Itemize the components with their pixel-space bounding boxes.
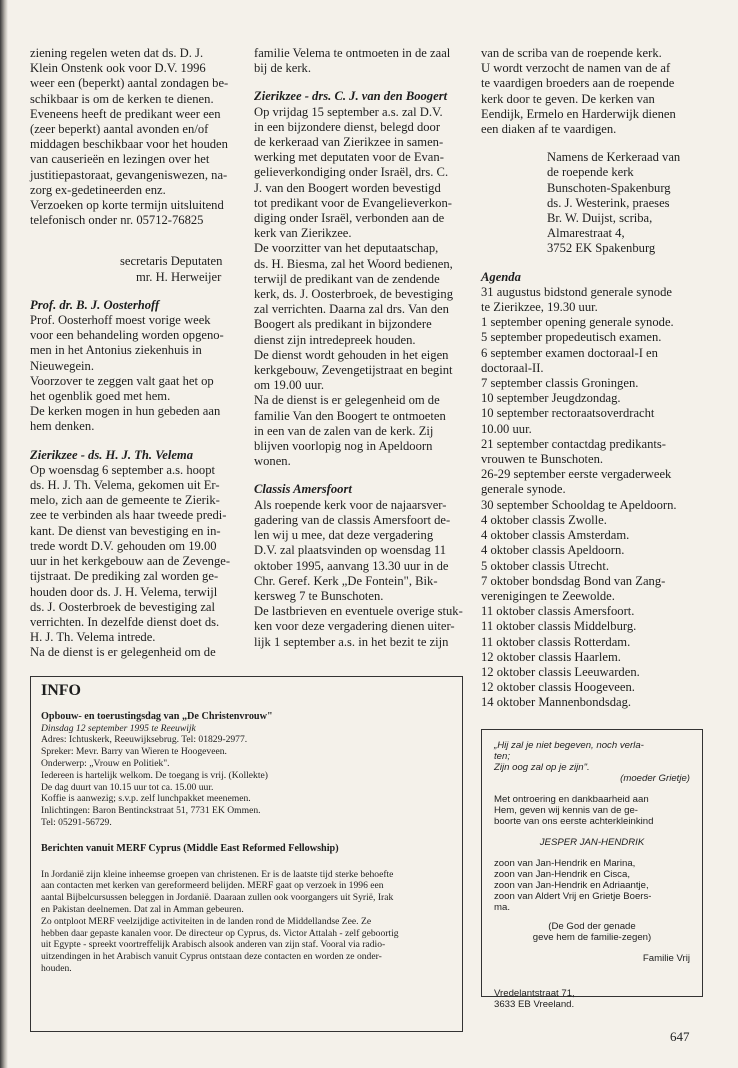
agenda-item: 5 september propedeutisch examen. bbox=[481, 330, 662, 345]
merf-heading: Berichten vanuit MERF Cyprus (Middle East Reformed Fellowship) bbox=[41, 842, 339, 854]
text-line: werking met deputaten voor de Evan- bbox=[254, 150, 444, 165]
text-line: tijstraat. De prediking zal worden ge- bbox=[30, 569, 219, 584]
agenda-item: 4 oktober classis Zwolle. bbox=[481, 512, 607, 527]
text-line: Koffie is aanwezig; s.v.p. zelf lunchpakket meenemen. bbox=[41, 793, 251, 805]
text-line: uit Egypte - spreekt voortreffelijk Arabisch alsook anderen van zijn staf. Vooral via radio- bbox=[41, 939, 386, 951]
agenda-item: 30 september Schooldag te Apeldoorn. bbox=[481, 497, 677, 512]
agenda-item: generale synode. bbox=[481, 482, 566, 497]
text-line: Iedereen is hartelijk welkom. De toegang is vrij. (Kollekte) bbox=[41, 769, 268, 781]
text-line: In Jordanië zijn kleine inheemse groepen van christenen. Er is de laatste tijd sterke behoefte bbox=[41, 868, 394, 880]
amersfoort-paragraph bbox=[254, 498, 472, 650]
text-line: Verzoeken op korte termijn uitsluitend bbox=[30, 198, 224, 213]
agenda-item: 7 september classis Groningen. bbox=[481, 376, 639, 391]
quote-attribution: (moeder Grietje) bbox=[620, 773, 690, 784]
agenda-item: 14 oktober Mannenbondsdag. bbox=[481, 695, 632, 710]
text-line: de kerkeraad van Zierikzee in samen- bbox=[254, 135, 444, 150]
text-line: hem denken. bbox=[30, 419, 95, 434]
agenda-item: 11 oktober classis Middelburg. bbox=[481, 619, 637, 634]
text-line: kerk van Zierikzee. bbox=[254, 226, 352, 241]
text-line: bij de kerk. bbox=[254, 61, 312, 76]
text-line: houden door ds. J. H. Velema, terwijl bbox=[30, 584, 218, 599]
text-line: H. J. Th. Velema intrede. bbox=[30, 630, 156, 645]
deputaten-paragraph bbox=[30, 46, 238, 228]
text-line: tot predikant voor de Evangelieverkon- bbox=[254, 195, 452, 210]
family-signature: Familie Vrij bbox=[642, 953, 690, 964]
agenda-item: 12 oktober classis Haarlem. bbox=[481, 649, 621, 664]
agenda-item: 21 september contactdag predikants- bbox=[481, 436, 666, 451]
text-line: de roepende kerk bbox=[547, 165, 634, 180]
quote-line: „Hij zal je niet begeven, noch verla- bbox=[494, 740, 644, 751]
text-line: 3633 EB Vreeland. bbox=[494, 999, 575, 1010]
heading-classis-amersfoort: Classis Amersfoort bbox=[254, 482, 352, 497]
text-line: zoon van Jan-Hendrik en Marina, bbox=[494, 858, 636, 869]
amersfoort-continued bbox=[481, 46, 716, 137]
text-line: De kerken mogen in hun gebeden aan bbox=[30, 404, 221, 419]
agenda-item: verenigingen te Zeewolde. bbox=[481, 588, 615, 603]
text-line: men in het Antonius ziekenhuis in bbox=[30, 343, 202, 358]
text-line: Br. W. Duijst, scriba, bbox=[547, 211, 653, 226]
heading-velema: Zierikzee - ds. H. J. Th. Velema bbox=[30, 447, 193, 462]
text-line: verrichten. In dezelfde dienst doet ds. bbox=[30, 614, 220, 629]
info-title: INFO bbox=[41, 682, 81, 699]
text-line: kerk, ds. J. Oosterbroek, de bevestiging bbox=[254, 287, 454, 302]
column-3 bbox=[481, 46, 716, 711]
text-line: trede wordt D.V. gehouden om 19.00 bbox=[30, 538, 217, 553]
text-line: J. van den Boogert worden bevestigd bbox=[254, 180, 441, 195]
text-line: gelieverkondiging onder Israël, drs. C. bbox=[254, 165, 449, 180]
text-line: kant. De dienst van bevestiging en in- bbox=[30, 523, 221, 538]
text-line: hebben daar gepaste kanalen voor. De directeur op Cyprus, ds. Victor Attalah - zelf geboortig bbox=[41, 927, 399, 939]
text-line: kerk door te geven. De kerken van bbox=[481, 91, 655, 106]
text-line: boorte van ons eerste achterkleinkind bbox=[494, 816, 654, 827]
text-line: een diaken af te vaardigen. bbox=[481, 122, 617, 137]
text-line: D.V. zal plaatsvinden op woensdag 11 bbox=[254, 543, 447, 558]
text-line: Chr. Geref. Kerk „De Fontein", Bik- bbox=[254, 573, 438, 588]
text-line: gadering van de classis Amersfoort de- bbox=[254, 512, 451, 527]
text-line: ma. bbox=[494, 902, 510, 913]
agenda-item: 11 oktober classis Amersfoort. bbox=[481, 604, 635, 619]
text-line: oktober 1995, aanvang 13.30 uur in de bbox=[254, 558, 449, 573]
heading-agenda: Agenda bbox=[481, 269, 521, 284]
text-line: uur in het kerkgebouw aan de Zevenge- bbox=[30, 554, 231, 569]
text-line: melo, zich aan de gemeente te Zierik- bbox=[30, 493, 220, 508]
text-line: kerkgebouw, Zevengetijstraat en begint bbox=[254, 363, 453, 378]
text-line: len wij u mee, dat deze vergadering bbox=[254, 528, 434, 543]
signature-kerkeraad bbox=[481, 150, 716, 256]
text-line: te vaardigen broeders aan de roepende bbox=[481, 76, 675, 91]
text-line: kersweg 7 te Bunschoten. bbox=[254, 588, 384, 603]
text-line: Voorzover te zeggen valt gaat het op bbox=[30, 373, 214, 388]
text-line: voor een behandeling worden opgeno- bbox=[30, 328, 224, 343]
agenda-item: 7 oktober bondsdag Bond van Zang- bbox=[481, 573, 666, 588]
text-line: De dienst wordt gehouden in het eigen bbox=[254, 347, 449, 362]
text-line: Nieuwegein. bbox=[30, 358, 94, 373]
text-line: ds. J. Oosterbroek de bevestiging zal bbox=[30, 599, 216, 614]
text-line: zorg ex-gedetineerden enz. bbox=[30, 182, 166, 197]
text-line: Almarestraat 4, bbox=[547, 226, 625, 241]
text-line: om 19.00 uur. bbox=[254, 378, 324, 393]
text-line: aan contacten met kerken van gereformeerd belijden. MERF gaat op verzoek in 1996 een bbox=[41, 880, 384, 892]
text-line: Tel: 05291-56729. bbox=[41, 816, 112, 828]
text-line: lijk 1 september a.s. in het bezit te zijn bbox=[254, 634, 449, 649]
quote-line: Zijn oog zal op je zijn". bbox=[494, 762, 590, 773]
text-line: van de scriba van de roepende kerk. bbox=[481, 46, 662, 60]
text-line: De dag duurt van 10.15 uur tot ca. 15.00 uur. bbox=[41, 781, 214, 793]
text-line: Zo ontploot MERF veelzijdige activiteiten in de landen rond de Middellandse Zee. Ze bbox=[41, 915, 372, 927]
text-line: ds. H. J. Th. Velema, gekomen uit Er- bbox=[30, 478, 220, 493]
text-line: ken voor deze vergadering dienen uiter- bbox=[254, 619, 455, 634]
text-line: Inlichtingen: Baron Bentinckstraat 51, 7731 EK Ommen. bbox=[41, 805, 261, 817]
agenda-item: 12 oktober classis Leeuwarden. bbox=[481, 664, 640, 679]
agenda-item: 11 oktober classis Rotterdam. bbox=[481, 634, 631, 649]
heading-boogert: Zierikzee - drs. C. J. van den Boogert bbox=[254, 89, 448, 104]
text-line: het ogenblik goed met hem. bbox=[30, 389, 171, 404]
text-line: schikbaar is om de kerken te dienen. bbox=[30, 91, 214, 106]
agenda-item: 4 oktober classis Amsterdam. bbox=[481, 528, 630, 543]
column-1 bbox=[30, 46, 238, 661]
text-line: weer een (beperkt) aantal zondagen be- bbox=[30, 76, 229, 91]
agenda-list bbox=[481, 285, 716, 711]
child-name: JESPER JAN-HENDRIK bbox=[539, 837, 645, 848]
text-line: aantal Bijbelcursussen beleggen in Jordanië. Daaraan zullen ook voorgangers uit Syrië, Irak bbox=[41, 892, 394, 904]
text-line: Vredelantstraat 71, bbox=[494, 988, 575, 999]
velema-continued bbox=[254, 46, 472, 76]
text-line: van causerieën en lezingen over het bbox=[30, 152, 210, 167]
agenda-item: doctoraal-II. bbox=[481, 360, 544, 375]
agenda-item: 6 september examen doctoraal-I en bbox=[481, 345, 658, 360]
text-line: Bunschoten-Spakenburg bbox=[547, 180, 671, 195]
agenda-item: vrouwen te Bunschoten. bbox=[481, 452, 604, 467]
christenvrouw-heading: Opbouw- en toerustingsdag van „De Christenvrouw" bbox=[41, 710, 273, 722]
quote-line: ten; bbox=[494, 751, 511, 762]
text-line: Als roepende kerk voor de najaarsver- bbox=[254, 497, 447, 512]
text-line: justitiepastoraat, gevangeniswezen, na- bbox=[30, 167, 228, 182]
agenda-item: 31 augustus bidstond generale synode bbox=[481, 284, 672, 299]
text-line: Boogert als predikant in bijzondere bbox=[254, 317, 432, 332]
text-line: wonen. bbox=[254, 454, 291, 469]
text-line: Op vrijdag 15 september a.s. zal D.V. bbox=[254, 104, 443, 119]
agenda-item: 1 september opening generale synode. bbox=[481, 315, 674, 330]
agenda-item: 12 oktober classis Hoogeveen. bbox=[481, 680, 635, 695]
text-line: telefonisch onder nr. 05712-76825 bbox=[30, 213, 204, 228]
info-box bbox=[30, 676, 463, 1032]
text-line: in een bijzondere dienst, belegd door bbox=[254, 119, 441, 134]
text-line: Eendijk, Ermelo en Harderwijk dienen bbox=[481, 106, 676, 121]
text-line: Op woensdag 6 september a.s. hoopt bbox=[30, 462, 216, 477]
text-line: blijven voorlopig nog in Apeldoorn bbox=[254, 439, 433, 454]
text-line: dienst zijn intredepreek houden. bbox=[254, 332, 416, 347]
text-line: in een van de zalen van de kerk. Zij bbox=[254, 423, 434, 438]
text-line: uitzendingen in het Arabisch vanuit Cyprus ontstaan deze contacten en worden ze onder- bbox=[41, 951, 382, 963]
christenvrouw-date: Dinsdag 12 september 1995 te Reeuwijk bbox=[41, 722, 196, 734]
text-line: secretaris Deputaten bbox=[120, 254, 223, 269]
text-line: De lastbrieven en eventuele overige stuk- bbox=[254, 604, 463, 619]
boogert-paragraph bbox=[254, 105, 472, 470]
agenda-item: 10.00 uur. bbox=[481, 421, 532, 436]
text-line: zoon van Jan-Hendrik en Adriaantje, bbox=[494, 880, 649, 891]
text-line: (De God der genade bbox=[548, 921, 636, 932]
birth-notice bbox=[481, 729, 703, 1010]
agenda-item: 5 oktober classis Utrecht. bbox=[481, 558, 610, 573]
text-line: (zeer beperkt) aantal avonden en/of bbox=[30, 122, 209, 137]
text-line: ds. J. Westerink, praeses bbox=[547, 195, 670, 210]
agenda-item: te Zierikzee, 19.30 uur. bbox=[481, 300, 598, 315]
text-line: De voorzitter van het deputaatschap, bbox=[254, 241, 439, 256]
signature-deputaten bbox=[30, 254, 238, 284]
text-line: Met ontroering en dankbaarheid aan bbox=[494, 794, 649, 805]
text-line: middagen beschikbaar voor het houden bbox=[30, 137, 228, 152]
agenda-item: 10 september rectoraatsoverdracht bbox=[481, 406, 655, 421]
page-number: 647 bbox=[670, 1029, 690, 1044]
text-line: geve hem de familie-zegen) bbox=[532, 932, 652, 943]
text-line: zal verrichten. Daarna zal drs. Van den bbox=[254, 302, 449, 317]
scan-edge bbox=[0, 0, 8, 1068]
text-line: U wordt verzocht de namen van de af bbox=[481, 61, 671, 76]
heading-oosterhoff: Prof. dr. B. J. Oosterhoff bbox=[30, 297, 160, 312]
agenda-item: 10 september Jeugdzondag. bbox=[481, 391, 621, 406]
text-line: Hem, geven wij kennis van de ge- bbox=[494, 805, 638, 816]
text-line: en Pakistan deelnemen. Dat zal in Amman gebeuren. bbox=[41, 903, 244, 915]
text-line: Onderwerp: „Vrouw en Politiek". bbox=[41, 757, 170, 769]
text-line: Spreker: Mevr. Barry van Wieren te Hoogeveen. bbox=[41, 746, 227, 758]
text-line: houden. bbox=[41, 962, 72, 974]
text-line: diging onder Israël, verbonden aan de bbox=[254, 211, 445, 226]
text-line: zoon van Aldert Vrij en Grietje Boers- bbox=[494, 891, 652, 902]
text-line: 3752 EK Spakenburg bbox=[547, 241, 656, 256]
text-line: Prof. Oosterhoff moest vorige week bbox=[30, 313, 211, 328]
text-line: Adres: Ichtuskerk, Reeuwijksebrug. Tel: 01829-2977. bbox=[41, 734, 248, 746]
text-line: ziening regelen weten dat ds. D. J. bbox=[30, 46, 204, 60]
agenda-item: 4 oktober classis Apeldoorn. bbox=[481, 543, 625, 558]
text-line: Na de dienst is er gelegenheid om de bbox=[30, 645, 216, 660]
text-line: familie Velema te ontmoeten in de zaal bbox=[254, 46, 451, 60]
text-line: mr. H. Herweijer bbox=[136, 269, 222, 284]
text-line: zee te verbinden als haar tweede predi- bbox=[30, 508, 227, 523]
velema-paragraph bbox=[30, 463, 238, 661]
text-line: zoon van Jan-Hendrik en Cisca, bbox=[494, 869, 630, 880]
text-line: Klein Onstenk ook voor D.V. 1996 bbox=[30, 61, 206, 76]
text-line: Namens de Kerkeraad van bbox=[547, 150, 681, 165]
text-line: ds. H. Biesma, zal het Woord bedienen, bbox=[254, 256, 453, 271]
oosterhoff-paragraph bbox=[30, 313, 238, 435]
agenda-item: 26-29 september eerste vergaderweek bbox=[481, 467, 672, 482]
text-line: terwijl de predikant van de zendende bbox=[254, 271, 440, 286]
column-2 bbox=[254, 46, 472, 650]
text-line: Na de dienst is er gelegenheid om de bbox=[254, 393, 440, 408]
text-line: Eveneens heeft de predikant weer een bbox=[30, 106, 221, 121]
text-line: familie Van den Boogert te ontmoeten bbox=[254, 408, 446, 423]
